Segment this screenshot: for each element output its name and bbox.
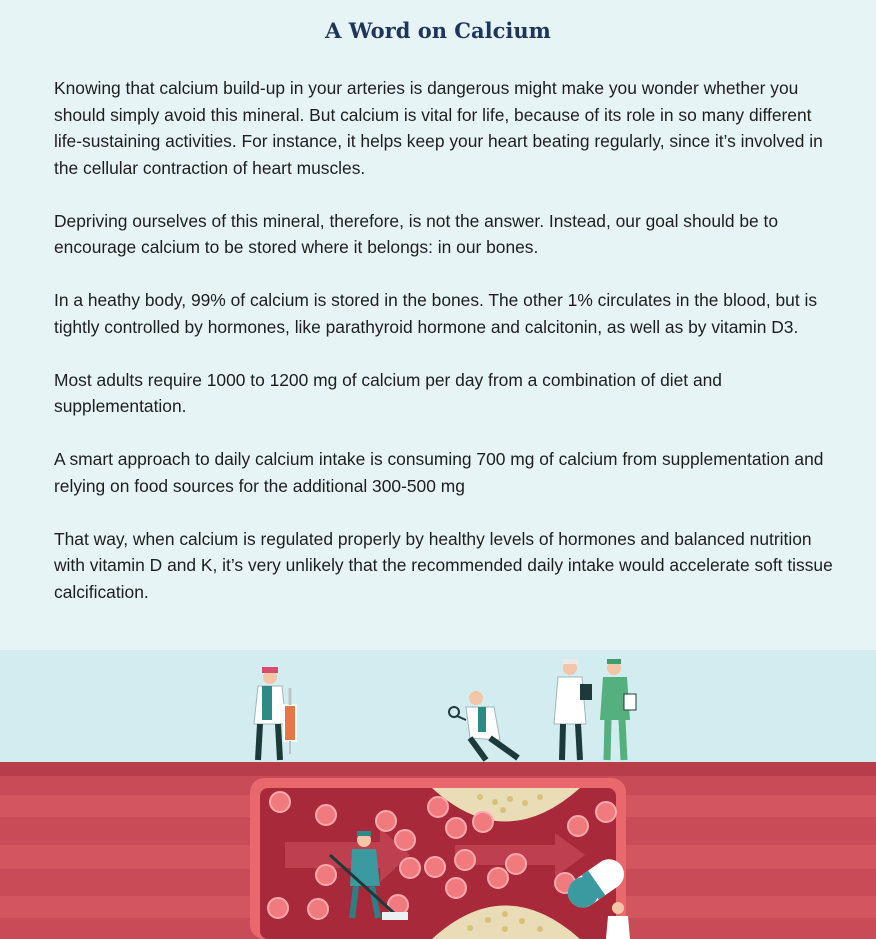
article-body — [54, 75, 844, 632]
blood-vessel — [250, 778, 626, 939]
artery-illustration — [0, 650, 876, 939]
paragraph: Depriving ourselves of this mineral, therefore, is not the answer. Instead, our goal should be to encourage calcium to be stored where it belongs: in our bones. — [54, 210, 779, 257]
sky-band — [0, 650, 876, 762]
paragraph: A smart approach to daily calcium intake is consuming 700 mg of calcium from supplementation and relying on food sources for the additional 300-500 mg — [54, 449, 824, 496]
paragraph: In a heathy body, 99% of calcium is stored in the bones. The other 1% circulates in the blood, but is tightly controlled by hormones, like parathyroid hormone and calcitonin, as well as by vitamin D3. — [54, 290, 818, 337]
paragraph: That way, when calcium is regulated properly by healthy levels of hormones and balanced nutrition with vitamin D and K, it’s very unlikely that the recommended daily intake would accelerate soft tissue calcification. — [54, 528, 833, 602]
paragraph: Most adults require 1000 to 1200 mg of calcium per day from a combination of diet and supplementation. — [54, 369, 722, 416]
page-title: A Word on Calcium — [325, 18, 551, 43]
paragraph: Knowing that calcium build-up in your arteries is dangerous might make you wonder whether you should simply avoid this mineral. But calcium is vital for life, because of its role in so many different life-sustaining activities. For instance, it helps keep your heart beating regularly, since it’s involved in the cellular contraction of heart muscles. — [54, 78, 823, 178]
